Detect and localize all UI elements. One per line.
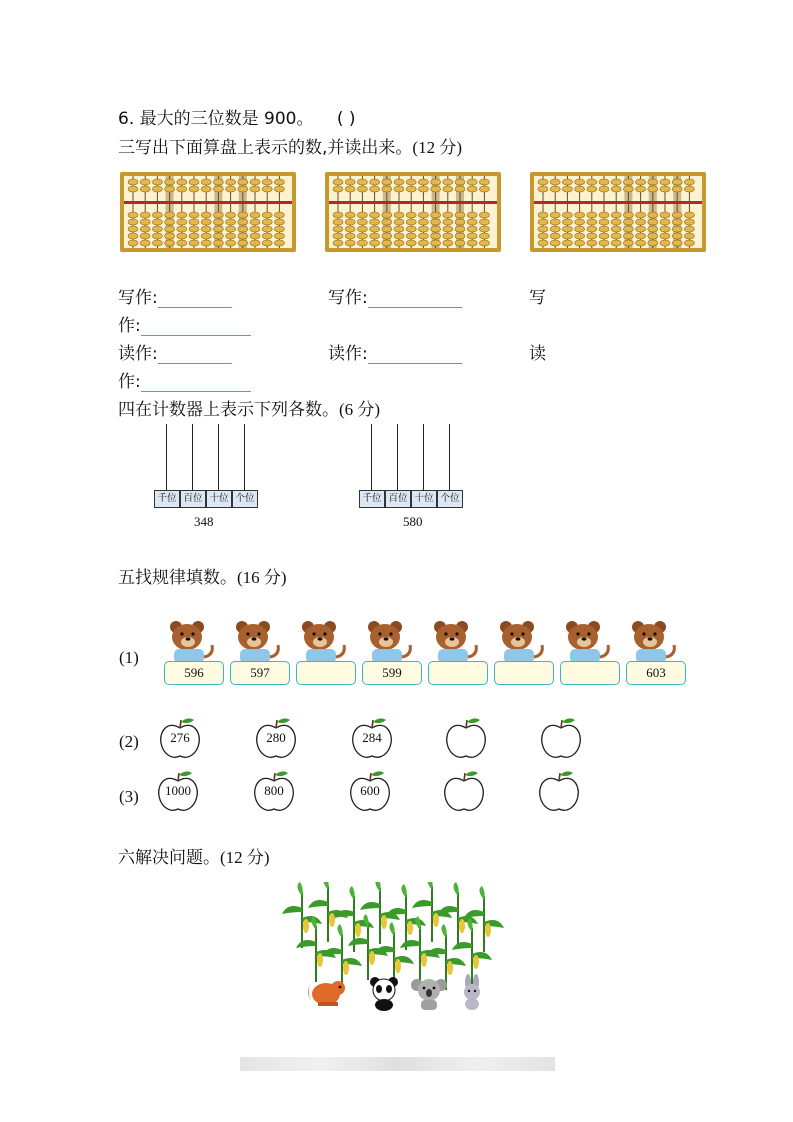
apple-icon	[536, 769, 582, 815]
row-1-label: (1)	[119, 648, 139, 667]
counter-rod	[423, 424, 424, 490]
read-field-2: 读作:	[328, 339, 462, 364]
bear-icon	[230, 619, 290, 667]
apple-icon	[443, 716, 489, 762]
bear-icon	[362, 619, 422, 667]
bear-icon	[428, 619, 488, 667]
apple-icon	[441, 769, 487, 815]
sequence-box: 599	[362, 661, 422, 685]
bear-card	[560, 619, 620, 691]
bear-card	[428, 619, 488, 691]
read-blank-2[interactable]	[368, 345, 462, 364]
bear-icon	[164, 619, 224, 667]
place-thousands: 千位	[154, 490, 180, 508]
row-2-label: (2)	[119, 732, 139, 751]
corn-field-illustration	[280, 882, 515, 1027]
koala-icon	[411, 979, 447, 1010]
bear-icon	[494, 619, 554, 667]
apple-item[interactable]	[441, 769, 487, 815]
apple-item	[155, 769, 201, 815]
write-field-2: 写作:	[328, 283, 462, 308]
apple-icon	[538, 716, 584, 762]
place-hundreds: 百位	[180, 490, 206, 508]
bear-card	[296, 619, 356, 691]
read-blank-3[interactable]	[141, 373, 251, 392]
apple-value: 800	[264, 783, 284, 798]
counter-rod	[218, 424, 219, 490]
apple-item	[157, 716, 203, 762]
write-field-3: 作:	[118, 311, 251, 336]
bear-card	[164, 619, 224, 691]
apple-item	[347, 769, 393, 815]
apple-value: 280	[266, 730, 286, 745]
counter-number: 348	[194, 514, 214, 529]
read-field-3: 作:	[118, 367, 251, 392]
read-blank-1[interactable]	[158, 345, 232, 364]
write-blank-1[interactable]	[158, 289, 232, 308]
section-6-title: 六解决问题。(12 分)	[118, 848, 270, 868]
bear-card	[230, 619, 290, 691]
write-field-3-start: 写	[529, 288, 546, 308]
bear-icon	[296, 619, 356, 667]
sequence-box: 603	[626, 661, 686, 685]
place-ones: 个位	[437, 490, 463, 508]
section-5-title: 五找规律填数。(16 分)	[118, 568, 287, 588]
abacus-1-beads	[120, 172, 296, 252]
section-3-title: 三写出下面算盘上表示的数,并读出来。(12 分)	[118, 138, 462, 158]
apple-item	[253, 716, 299, 762]
bear-card	[626, 619, 686, 691]
place-thousands: 千位	[359, 490, 385, 508]
sequence-box: 597	[230, 661, 290, 685]
bear-icon	[626, 619, 686, 667]
bear-card	[362, 619, 422, 691]
sequence-box[interactable]	[296, 661, 356, 685]
counter-rod	[371, 424, 372, 490]
apple-item[interactable]	[538, 716, 584, 762]
apple-item[interactable]	[443, 716, 489, 762]
place-ones: 个位	[232, 490, 258, 508]
abacus-2	[325, 172, 501, 252]
counter-rod	[192, 424, 193, 490]
apple-value: 276	[170, 730, 190, 745]
panda-icon	[370, 977, 398, 1011]
counter-number: 580	[403, 514, 423, 529]
abacus-2-beads	[325, 172, 501, 252]
apple-value: 1000	[165, 783, 191, 798]
apple-item	[349, 716, 395, 762]
squirrel-icon	[308, 981, 345, 1006]
section-4-title: 四在计数器上表示下列各数。(6 分)	[118, 400, 381, 420]
apple-item	[251, 769, 297, 815]
write-field-1: 写作:	[118, 283, 232, 308]
abacus-3-beads	[530, 172, 706, 252]
write-blank-3[interactable]	[141, 317, 251, 336]
place-tens: 十位	[206, 490, 232, 508]
sequence-box[interactable]	[560, 661, 620, 685]
bear-card	[494, 619, 554, 691]
question-6-text: 6. 最大的三位数是 900。	[118, 109, 314, 129]
place-tens: 十位	[411, 490, 437, 508]
counter-rod	[449, 424, 450, 490]
sequence-box: 596	[164, 661, 224, 685]
read-field-3-start: 读	[529, 344, 546, 364]
place-hundreds: 百位	[385, 490, 411, 508]
apple-value: 284	[362, 730, 382, 745]
read-field-1: 读作:	[118, 339, 232, 364]
abacus-3	[530, 172, 706, 252]
sequence-box[interactable]	[494, 661, 554, 685]
write-blank-2[interactable]	[368, 289, 462, 308]
bear-icon	[560, 619, 620, 667]
counter-rod	[166, 424, 167, 490]
row-3-label: (3)	[119, 787, 139, 806]
question-6	[118, 104, 356, 129]
counter-rod	[244, 424, 245, 490]
answer-paren: ( )	[336, 109, 356, 129]
blurred-footer	[240, 1057, 555, 1071]
sequence-box[interactable]	[428, 661, 488, 685]
apple-value: 600	[360, 783, 380, 798]
abacus-1	[120, 172, 296, 252]
counter-rod	[397, 424, 398, 490]
apple-item[interactable]	[536, 769, 582, 815]
